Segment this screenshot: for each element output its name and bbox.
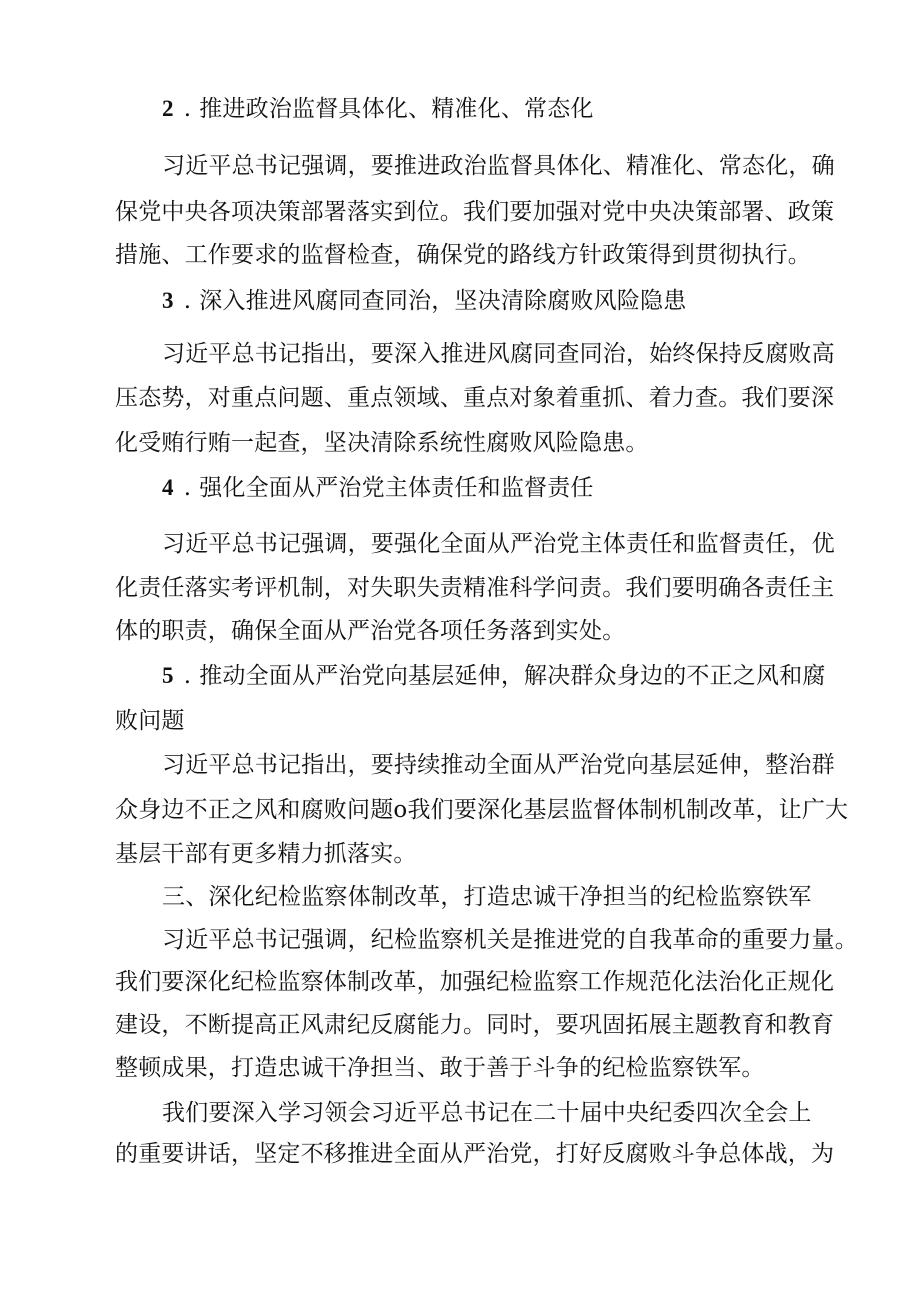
- section-number: 4: [162, 475, 174, 500]
- paragraph-line: 体的职责，确保全面从严治党各项任务落到实处。: [115, 618, 626, 644]
- paragraph-line: 保党中央各项决策部署落实到位。我们要加强对党中央决策部署、政策: [115, 199, 835, 225]
- paragraph-line: 习近平总书记指出，要深入推进风腐同查同治，始终保持反腐败高: [162, 341, 835, 367]
- paragraph-line: 压态势，对重点问题、重点领域、重点对象着重抓、着力查。我们要深: [115, 385, 835, 411]
- section-heading-3: [162, 286, 882, 316]
- section-separator: .: [183, 96, 192, 122]
- paragraph-line: 习近平总书记指出，要持续推动全面从严治党向基层延伸，整治群: [162, 752, 835, 778]
- paragraph-line: 习近平总书记强调，要强化全面从严治党主体责任和监督责任，优: [162, 531, 835, 557]
- paragraph-line: 化责任落实考评机制，对失职失责精准科学问责。我们要明确各责任主: [115, 575, 835, 601]
- section-heading-2: [162, 94, 882, 124]
- paragraph-line: 我们要深入学习领会习近平总书记在二十届中央纪委四次全会上: [162, 1100, 812, 1126]
- paragraph-line: 整顿成果，打造忠诚干净担当、敢于善于斗争的纪检监察铁军。: [115, 1055, 765, 1081]
- section-title: 推动全面从严治党向基层延伸，解决群众身边的不正之风和腐: [199, 663, 826, 689]
- paragraph-line: 建设，不断提高正风肃纪反腐能力。同时，要巩固拓展主题教育和教育: [115, 1012, 835, 1038]
- section-number: 5: [162, 663, 174, 688]
- section-title-continuation: 败问题: [115, 708, 185, 734]
- section-number: 2: [162, 96, 174, 121]
- paragraph-line: 的重要讲话，坚定不移推进全面从严治党，打好反腐败斗争总体战，为: [115, 1141, 835, 1167]
- section-heading-4: [162, 473, 882, 503]
- section-separator: .: [183, 663, 192, 689]
- paragraph-line: 基层干部有更多精力抓落实。: [115, 841, 417, 867]
- section-heading-5: [162, 661, 882, 691]
- paragraph-line: 习近平总书记强调，纪检监察机关是推进党的自我革命的重要力量。: [162, 927, 858, 953]
- section-title: 推进政治监督具体化、精准化、常态化: [199, 96, 594, 122]
- section-title: 强化全面从严治党主体责任和监督责任: [199, 475, 594, 501]
- section-title: 深入推进风腐同查同治，坚决清除腐败风险隐患: [199, 288, 687, 314]
- paragraph-line: 措施、工作要求的监督检查，确保党的路线方针政策得到贯彻执行。: [115, 242, 811, 268]
- paragraph-line: 我们要深化纪检监察体制改革，加强纪检监察工作规范化法治化正规化: [115, 969, 835, 995]
- section-separator: .: [183, 288, 192, 314]
- paragraph-line: 众身边不正之风和腐败问题o我们要深化基层监督体制机制改革，让广大: [115, 797, 849, 823]
- paragraph-line: 习近平总书记强调，要推进政治监督具体化、精准化、常态化，确: [162, 153, 835, 179]
- paragraph-line: 化受贿行贿一起查，坚决清除系统性腐败风险隐患。: [115, 430, 649, 456]
- section-number: 3: [162, 288, 174, 313]
- part-heading: 三、深化纪检监察体制改革，打造忠诚干净担当的纪检监察铁军: [162, 884, 812, 910]
- section-separator: .: [183, 475, 192, 501]
